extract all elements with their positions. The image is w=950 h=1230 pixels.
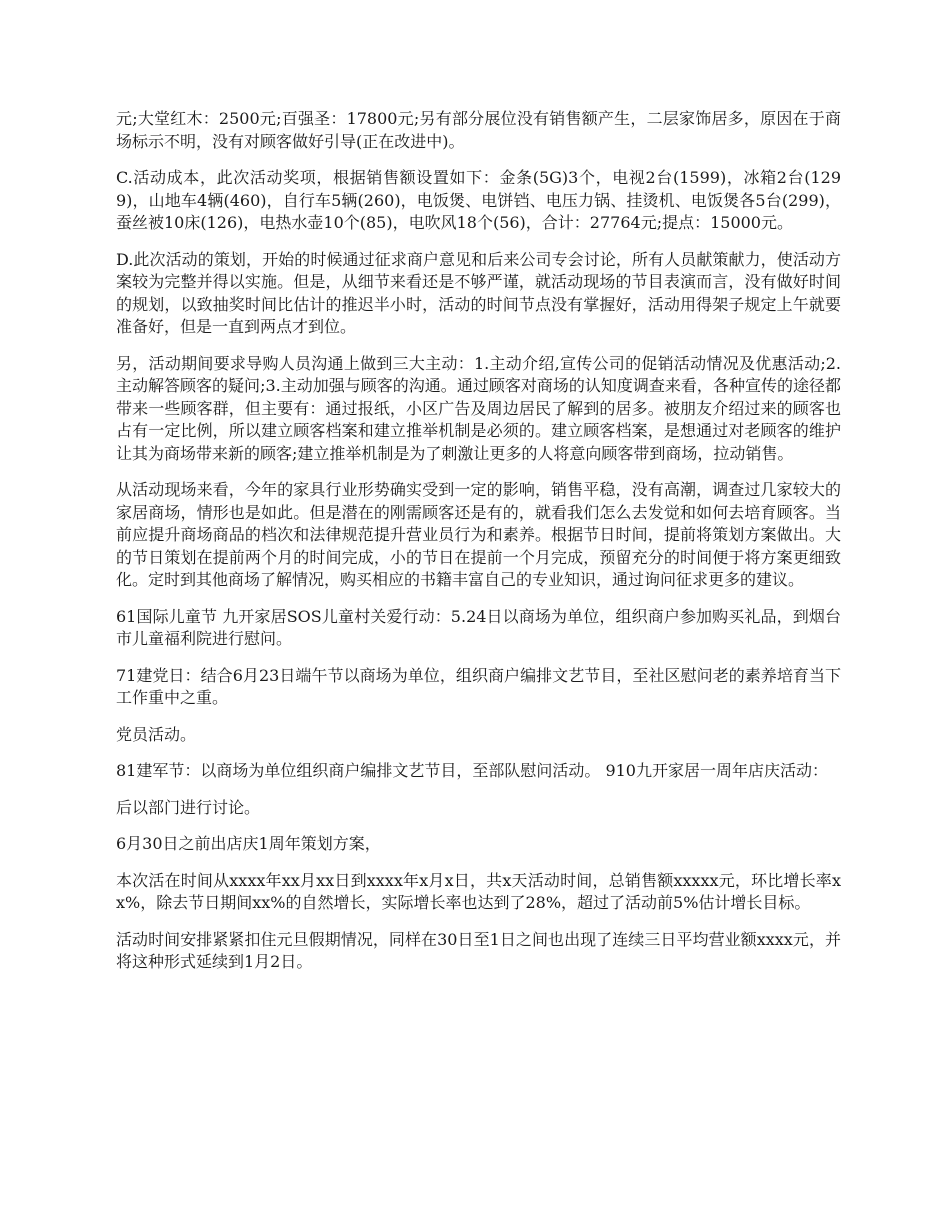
paragraph-schedule: 活动时间安排紧紧扣住元旦假期情况，同样在30日至1日之间也出现了连续三日平均营业额xxxx元，并将这种形式延续到1月2日。 xyxy=(116,929,841,971)
paragraph-childrens-day: 61国际儿童节 九开家居SOS儿童村关爱行动：5.24日以商场为单位，组织商户参加购买礼品，到烟台市儿童福利院进行慰问。 xyxy=(116,606,841,648)
paragraph-party-day: 71建党日：结合6月23日端午节以商场为单位，组织商户编排文艺节目，至社区慰问老的素养培育当下工作重中之重。 xyxy=(116,665,841,707)
document-body xyxy=(116,108,841,988)
paragraph-market-analysis: 从活动现场来看，今年的家具行业形势确实受到一定的影响，销售平稳，没有高潮，调查过几家较大的家居商场，情形也是如此。但是潜在的刚需顾客还是有的，就看我们怎么去发觉和如何去培育顾客。当前应提升商场商品的档次和法律规范提升营业员行为和素养。根据节日时间，提前将策划方案做出。大的节日策划在提前两个月的时间完成，小的节日在提前一个月完成，预留充分的时间便于将方案更细致化。定时到其他商场了解情况，购买相应的书籍丰富自己的专业知识，通过询问征求更多的建议。 xyxy=(116,480,841,589)
paragraph-department-discussion: 后以部门进行讨论。 xyxy=(116,797,261,817)
paragraph-activity-cost: C.活动成本，此次活动奖项，根据销售额设置如下：金条(5G)3个，电视2台(1599)，冰箱2台(1299)，山地车4辆(460)，自行车5辆(260)，电饭煲、电饼铛、电压力锅、挂烫机、电饭煲各5台(299)，蚕丝被10床(126)，电热水壶10个(85)，电吹风18个(56)，合计：27764元;提点：15000元。 xyxy=(116,168,841,232)
paragraph-activity-planning: D.此次活动的策划，开始的时候通过征求商户意见和后来公司专会讨论，所有人员献策献力，使活动方案较为完整并得以实施。但是，从细节来看还是不够严谨，就活动现场的节目表演而言，没有做好时间的规划，以致抽奖时间比估计的推迟半小时，活动的时间节点没有掌握好，活动用得架子规定上午就要准备好，但是一直到两点才到位。 xyxy=(116,249,841,336)
paragraph-army-day: 81建军节：以商场为单位组织商户编排文艺节目，至部队慰问活动。 910九开家居一周年店庆活动： xyxy=(116,761,828,780)
paragraph-staff-communication: 另，活动期间要求导购人员沟通上做到三大主动：1.主动介绍,宣传公司的促销活动情况及优惠活动;2.主动解答顾客的疑问;3.主动加强与顾客的沟通。通过顾客对商场的认知度调查来看，各种宣传的途径都带来一些顾客群，但主要有：通过报纸，小区广告及周边居民了解到的居多。被朋友介绍过来的顾客也占有一定比例，所以建立顾客档案和建立推举机制是必须的。建立顾客档案，是想通过对老顾客的维护让其为商场带来新的顾客;建立推举机制是为了刺激让更多的人将意向顾客带到商场，拉动销售。 xyxy=(116,353,841,463)
paragraph-activity-results: 本次活在时间从xxxx年xx月xx日到xxxx年x月x日，共x天活动时间，总销售额xxxxx元，环比增长率xx%，除去节日期间xx%的自然增长，实际增长率也达到了28%，超过了活动前5%估计增长目标。 xyxy=(116,870,841,912)
paragraph-anniversary-plan: 6月30日之前出店庆1周年策划方案， xyxy=(116,834,381,853)
paragraph-party-activity: 党员活动。 xyxy=(116,724,197,744)
paragraph-sales-summary: 元;大堂红木：2500元;百强圣：17800元;另有部分展位没有销售额产生，二层家饰居多，原因在于商场标示不明，没有对顾客做好引导(正在改进中)。 xyxy=(116,109,841,151)
